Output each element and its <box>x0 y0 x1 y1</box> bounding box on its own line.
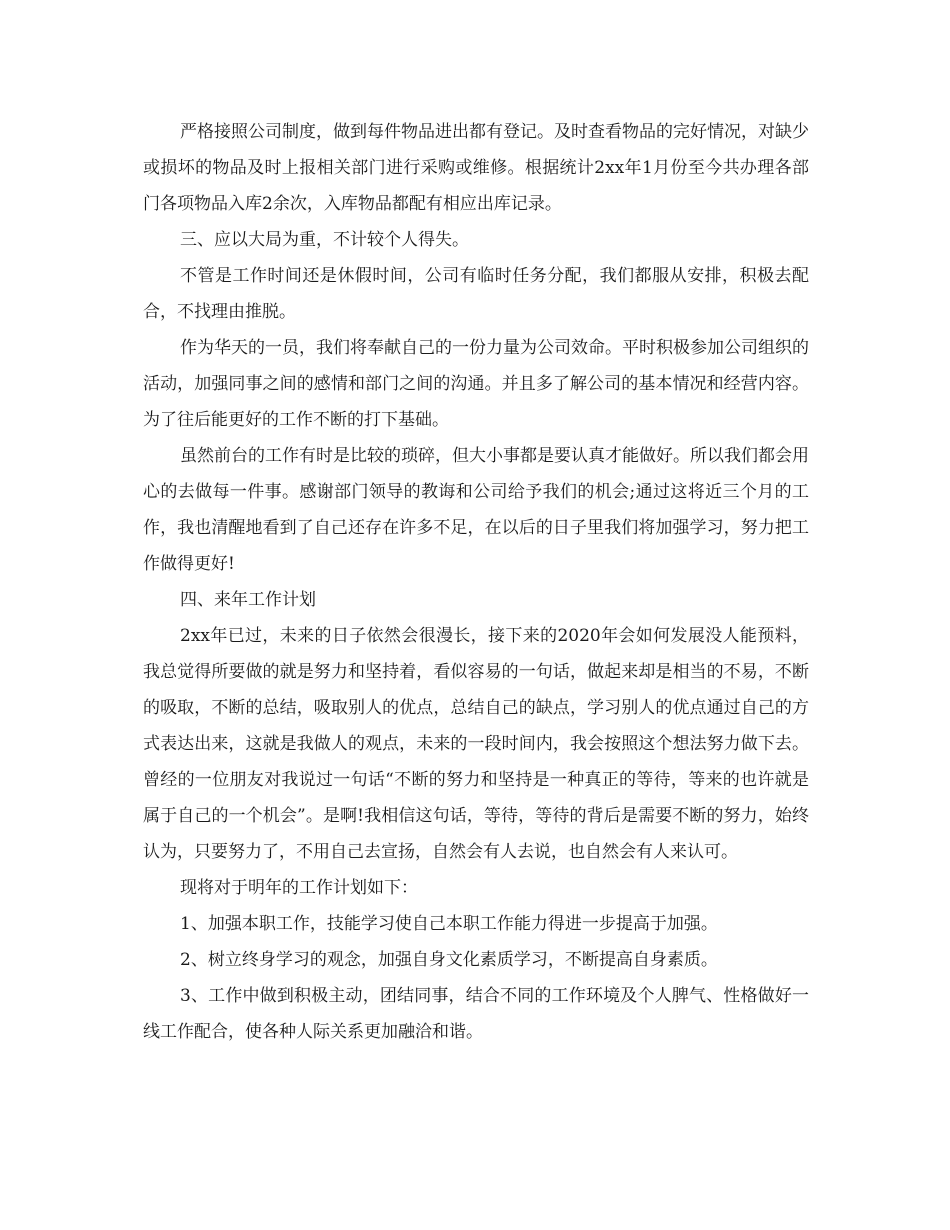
document-body <box>143 114 809 1050</box>
plan-item-2: 2、树立终身学习的观念，加强自身文化素质学习，不断提高自身素质。 <box>180 950 718 970</box>
paragraph-registration: 严格接照公司制度，做到每件物品进出都有登记。及时查看物品的完好情况，对缺少或损坏的物品及时上报相关部门进行采购或维修。根据统计2xx年1月份至今共办理各部门各项物品入库2余次，入库物品都配有相应出库记录。 <box>143 122 809 214</box>
paragraph-plan-intro: 现将对于明年的工作计划如下： <box>180 878 418 898</box>
paragraph-outlook: 2xx年已过，未来的日子依然会很漫长，接下来的2020年会如何发展没人能预料，我总觉得所要做的就是努力和坚持着，看似容易的一句话，做起来却是相当的不易，不断的吸取，不断的总结，吸取别人的优点，总结自己的缺点，学习别人的优点通过自己的方式表达出来，这就是我做人的观点，未来的一段时间内，我会按照这个想法努力做下去。曾经的一位朋友对我说过一句话“不断的努力和坚持是一种真正的等待，等来的也许就是属于自己的一个机会”。是啊!我相信这句话，等待，等待的背后是需要不断的努力，始终认为，只要努力了，不用自己去宣扬，自然会有人去说，也自然会有人来认可。 <box>143 626 809 862</box>
paragraph-cooperation: 不管是工作时间还是休假时间，公司有临时任务分配，我们都服从安排，积极去配合，不找理由推脱。 <box>143 266 809 322</box>
plan-item-1: 1、加强本职工作，技能学习使自己本职工作能力得进一步提高于加强。 <box>180 914 718 934</box>
section-heading-4: 四、来年工作计划 <box>180 590 316 610</box>
plan-item-3: 3、工作中做到积极主动，团结同事，结合不同的工作环境及个人脾气、性格做好一线工作配合，使各种人际关系更加融洽和谐。 <box>143 986 809 1042</box>
paragraph-member: 作为华天的一员，我们将奉献自己的一份力量为公司效命。平时积极参加公司组织的活动，加强同事之间的感情和部门之间的沟通。并且多了解公司的基本情况和经营内容。为了往后能更好的工作不断的打下基础。 <box>143 338 809 430</box>
section-heading-3: 三、应以大局为重，不计较个人得失。 <box>180 230 469 250</box>
paragraph-front-desk: 虽然前台的工作有时是比较的琐碎，但大小事都是要认真才能做好。所以我们都会用心的去做每一件事。感谢部门领导的教诲和公司给予我们的机会;通过这将近三个月的工作，我也清醒地看到了自己还存在许多不足，在以后的日子里我们将加强学习，努力把工作做得更好! <box>143 446 809 574</box>
